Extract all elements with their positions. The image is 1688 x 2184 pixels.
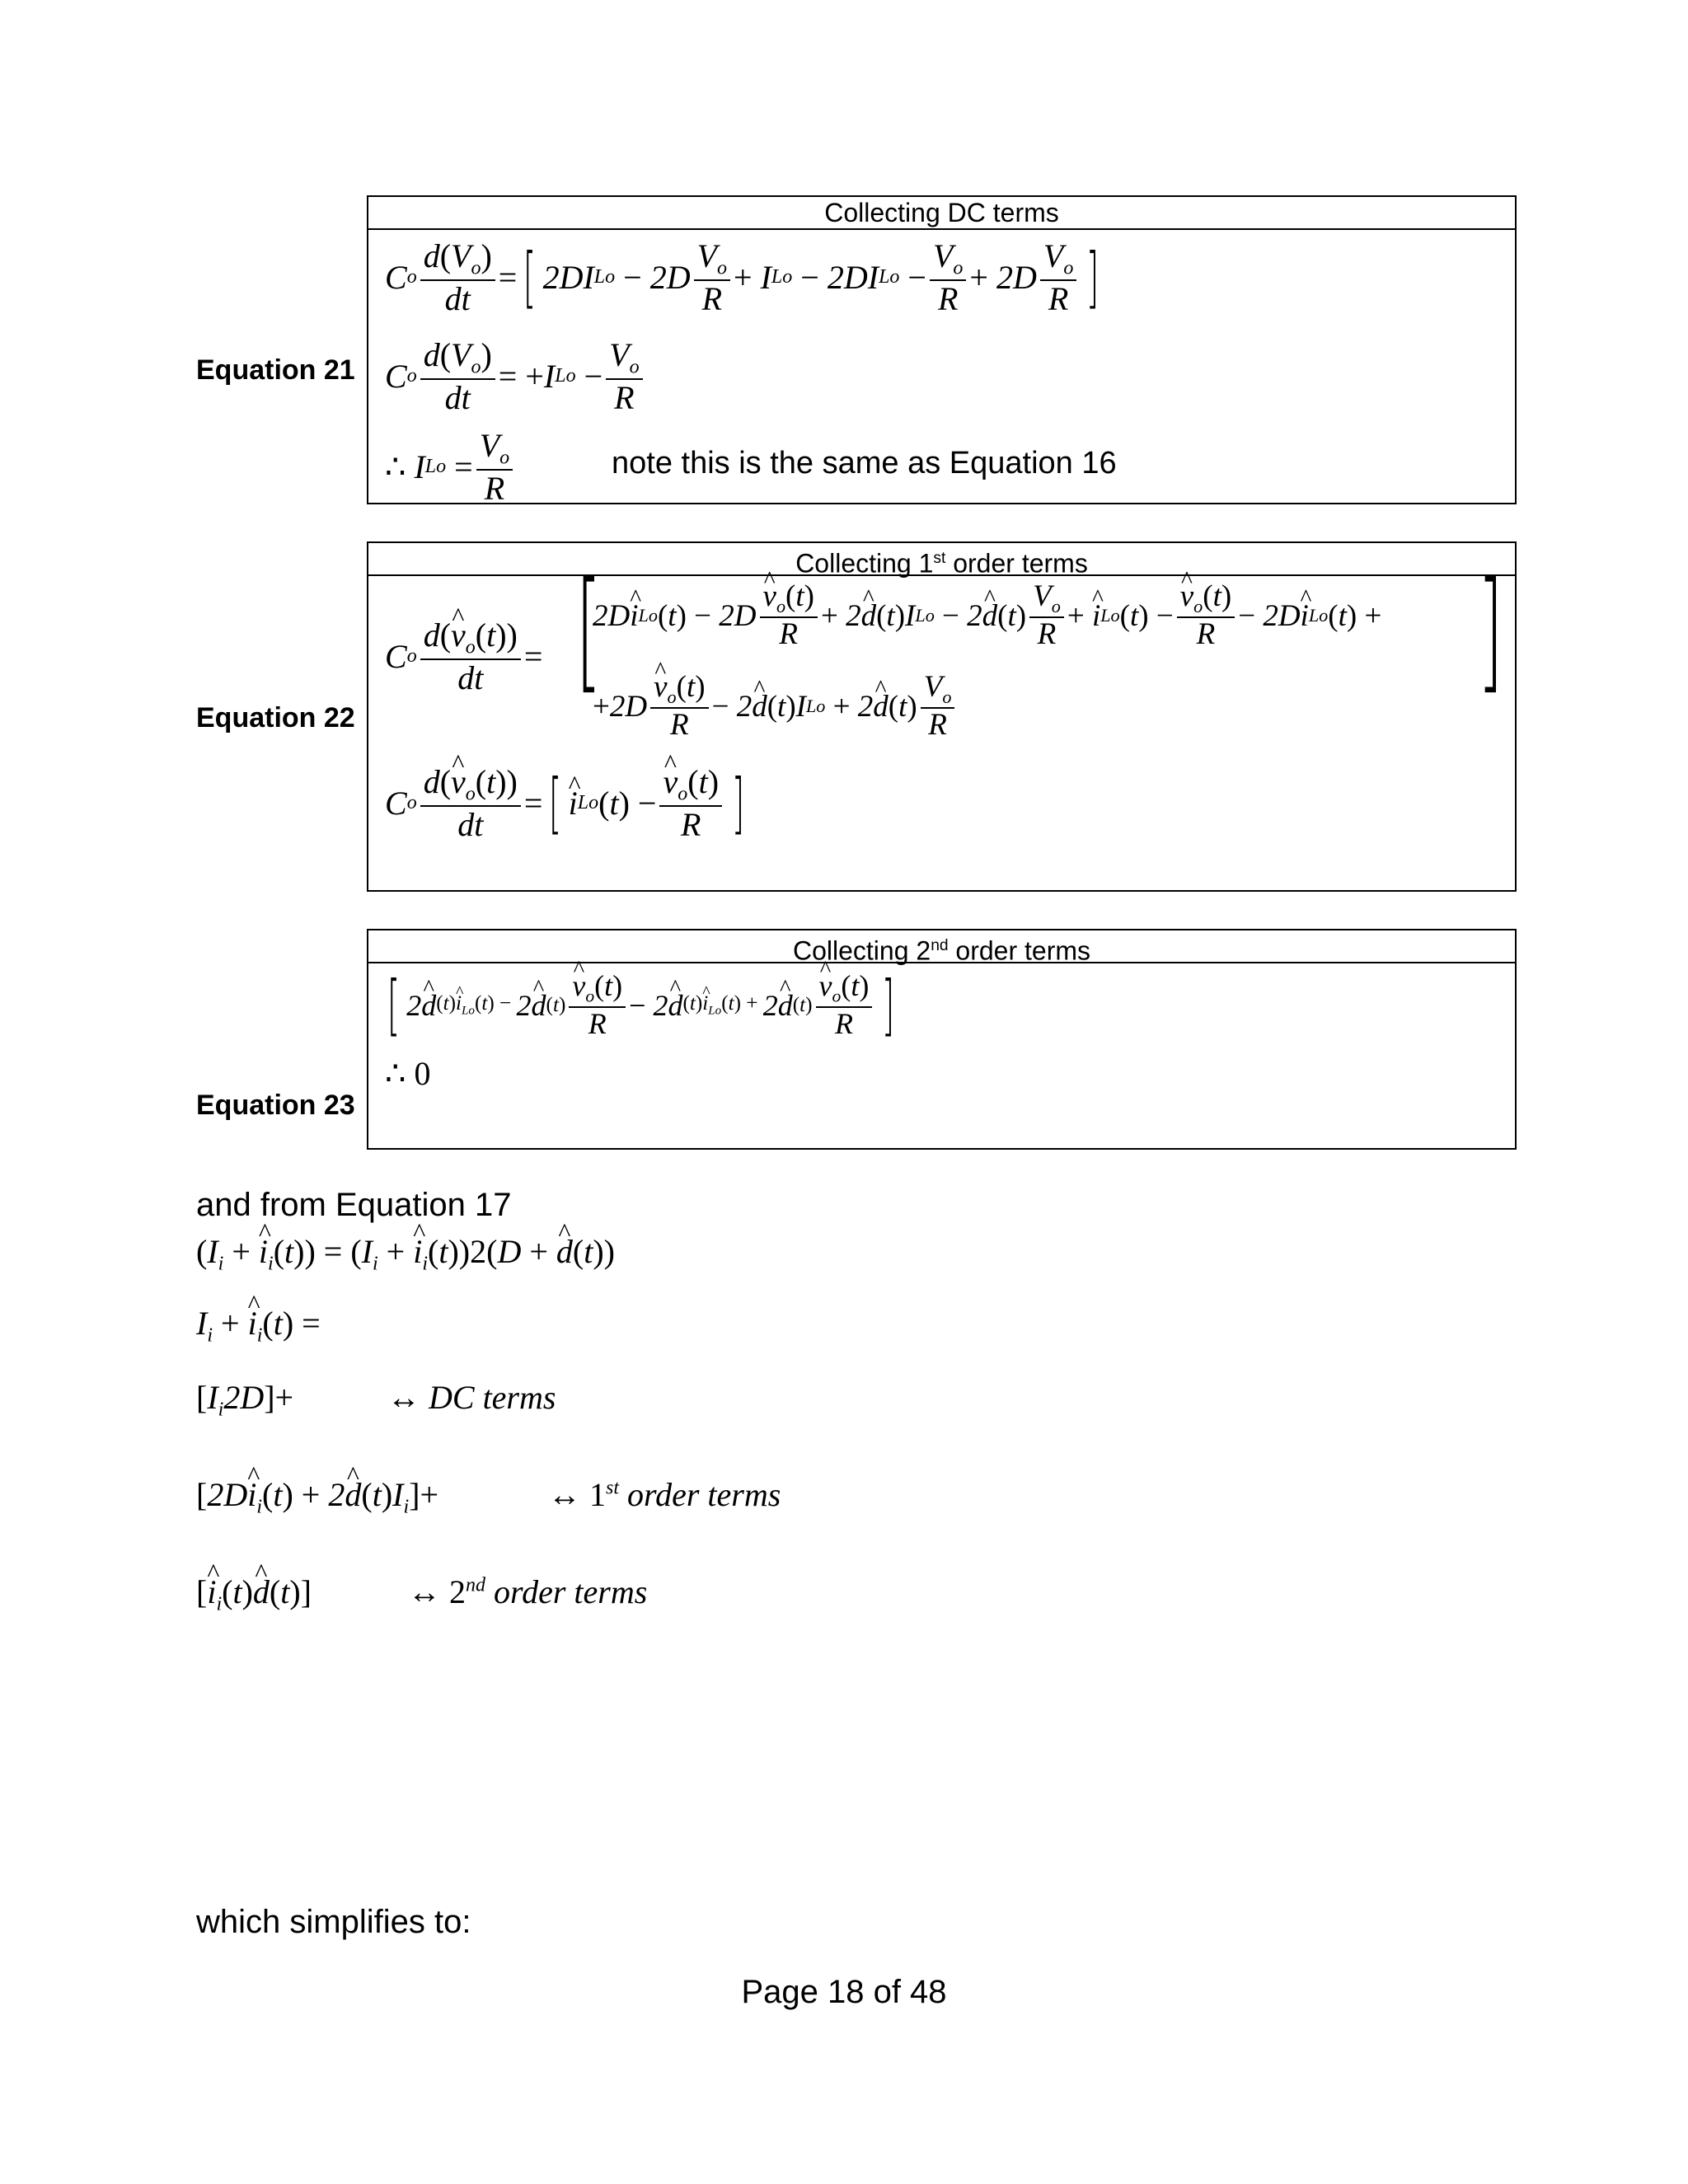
- second-order-post: order terms: [494, 1573, 648, 1610]
- eq22-lhs-1: C o $\frac{d(\^{} v_o(t))}{dt}$ =: [385, 617, 542, 696]
- dc-term-label: ↔ DC terms: [387, 1379, 556, 1416]
- and-from-text: and from Equation 17: [196, 1187, 512, 1223]
- eq23-result: ∴ 0: [385, 1055, 431, 1092]
- dc-term-line: $[I_i2D]+$: [196, 1379, 294, 1421]
- eq22-line-2: C o $\frac{d(\^{} v_o(t))}{dt}$ = [ ^ i Lo ( t ) − ^ $\frac{v_o(t)}{R}$ ]: [385, 764, 751, 843]
- first-order-label: [548, 1475, 781, 1514]
- eq22-close-bracket: ]: [1477, 552, 1503, 706]
- equation-22-label: Equation 22: [196, 702, 355, 733]
- second-order-line: [^ $i_i(t)\^{}$ d(t)]: [196, 1572, 312, 1615]
- eq21-line-1: C o $\frac{d(V_o)}{dt}$ = [ 2DI Lo − 2D $\frac{V_o}{R}$ + I Lo − 2DI Lo − $\frac{V_o}{R}$ + 2D $\frac{V_o}{R}$ ]: [385, 237, 1100, 317]
- eq23-header-sup: nd: [931, 937, 949, 954]
- eq21-note: note this is the same as Equation 16: [612, 446, 1117, 480]
- second-order-sup: nd: [466, 1574, 485, 1596]
- equation-21-box: [367, 195, 1517, 507]
- eq22-row-1: 2D ^ i Lo ( t ) − 2D ^ $\frac{v_o(t)}{R}$ + 2 ^ d ( t ) I Lo − 2 ^ d ( t ) $\frac{V_o}{R}$ + ^ i Lo ( t ) − ^ $\frac{v_o(t)}{R}$ − 2D ^ i Lo ( t ) +: [593, 580, 1381, 652]
- eq22-header-sup: st: [933, 550, 946, 567]
- page-number: Page 18 of 48: [741, 1974, 947, 2010]
- equation-23-label: Equation 23: [196, 1090, 355, 1121]
- eq21-line-3: ∴ I Lo = $\frac{V_o}{R}$: [385, 428, 516, 507]
- first-order-sup: st: [606, 1477, 620, 1499]
- eq23-line-1: [ 2 ^ d (t)^ $i_{Lo}(t)$ − 2 ^ d (t) ^ $\frac{v_o(t)}{R}$ − 2 ^ d (t)^ $i_{Lo}(t)$ + 2 ^ d (t) ^ $\frac{v_o(t)}{R}$ ]: [381, 970, 902, 1041]
- eq17-line-1: ($I_i$ + ^ $i_i(t)) = (I_i$ + ^ $i_i(t))2(D$ + ^ d(t)): [196, 1232, 615, 1275]
- equation-22-header: [368, 543, 1515, 579]
- first-order-pre: ↔ 1: [548, 1476, 606, 1513]
- equation-21-header: Collecting DC terms: [368, 197, 1515, 230]
- eq17-line-2: $I_i$ + ^ $i_i(t)$ =: [196, 1304, 321, 1347]
- equation-23-header: [368, 930, 1515, 966]
- eq22-header-post: order terms: [945, 548, 1088, 579]
- equation-23-box: [367, 929, 1517, 1150]
- which-simplifies-text: which simplifies to:: [196, 1904, 471, 1940]
- eq22-open-bracket: [: [575, 552, 602, 706]
- equation-22-box: [367, 541, 1517, 892]
- equation-21-label: Equation 21: [196, 354, 355, 386]
- first-order-line: [2D^ $i_i(t)$ + 2^ $d(t)I_i]+$: [196, 1475, 438, 1518]
- eq21-line-2: C o $\frac{d(V_o)}{dt}$ = + I Lo − $\frac{V_o}{R}$: [385, 337, 646, 416]
- eq23-header-post: order terms: [948, 935, 1091, 966]
- eq22-header-pre: Collecting 1: [795, 548, 934, 579]
- eq23-header-pre: Collecting 2: [792, 935, 931, 966]
- second-order-label: [408, 1572, 647, 1611]
- eq22-row-2: + 2D ^ $\frac{v_o(t)}{R}$ − 2 ^ d ( t ) I Lo + 2 ^ d ( t ) $\frac{V_o}{R}$: [593, 671, 958, 743]
- first-order-post: order terms: [627, 1476, 781, 1513]
- second-order-pre: ↔ 2: [408, 1573, 466, 1610]
